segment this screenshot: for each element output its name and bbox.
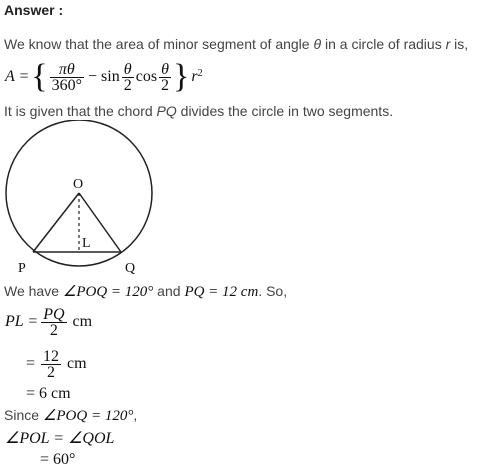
intro-line [4,36,468,52]
given-line [4,103,393,119]
circle-diagram [0,120,160,280]
since-angle: ∠POQ = 120° [42,408,134,424]
have-pq-eq: PQ = 12 cm [184,284,259,300]
step-pl-eq [5,303,92,341]
formula-close-brace: } [173,58,190,95]
intro-r: r [445,36,451,52]
formula-frac-pi-theta [50,62,84,93]
step2-unit: cm [67,355,87,372]
intro-prefix: We know that the area of minor segment of angle [4,36,314,52]
have-and: and [153,283,185,299]
have-so: . So, [258,283,288,299]
we-have-line [4,282,287,301]
formula-pi-theta: πθ [50,62,84,78]
formula-cos: cos [135,68,158,85]
step2-den: 2 [47,363,56,381]
given-prefix: It is given that the chord [4,103,157,119]
label-l: L [82,236,91,251]
step1-num: PQ [43,305,65,323]
label-p: P [18,261,26,276]
step-6cm: = 6 cm [26,385,71,402]
formula-frac-theta-2a [122,62,134,93]
step1-lhs: PL = [5,313,39,330]
segment-area-formula [5,58,203,96]
formula-r: r [191,68,198,85]
intro-suffix: is, [450,36,469,52]
step1-frac [41,307,66,338]
formula-lhs: A = [5,68,30,85]
label-q: Q [125,261,136,276]
formula-minus-sin: − sin [88,68,120,85]
formula-frac-theta-2b [159,62,171,93]
step1-unit: cm [72,313,93,330]
intro-mid: in a circle of radius [321,36,446,52]
since-line [4,406,137,425]
since-prefix: Since [4,407,43,423]
formula-360: 360° [51,76,83,94]
given-pq: PQ [156,103,177,119]
step2-num: 12 [43,347,60,365]
intro-theta: θ [313,36,322,52]
formula-theta-a: θ [122,62,134,78]
have-prefix: We have [4,283,63,299]
since-suffix: , [133,407,138,423]
step-60deg: = 60° [40,451,76,468]
formula-two-a: 2 [123,76,132,94]
step-12-over-2 [26,345,87,383]
given-suffix: divides the circle in two segments. [176,103,394,119]
step2-eq: = [26,355,36,372]
step-pol-qol: ∠POL = ∠QOL [5,430,115,447]
step2-frac [41,349,61,380]
answer-heading: Answer : [4,2,64,18]
formula-theta-b: θ [159,62,171,78]
formula-two-b: 2 [161,76,170,94]
have-angle-poq: ∠POQ = 120° [62,284,154,300]
formula-r-squared: 2 [197,67,203,79]
radius-op [33,193,79,252]
formula-open-brace: { [31,58,48,95]
label-o: O [73,177,84,192]
step1-den: 2 [49,321,58,339]
